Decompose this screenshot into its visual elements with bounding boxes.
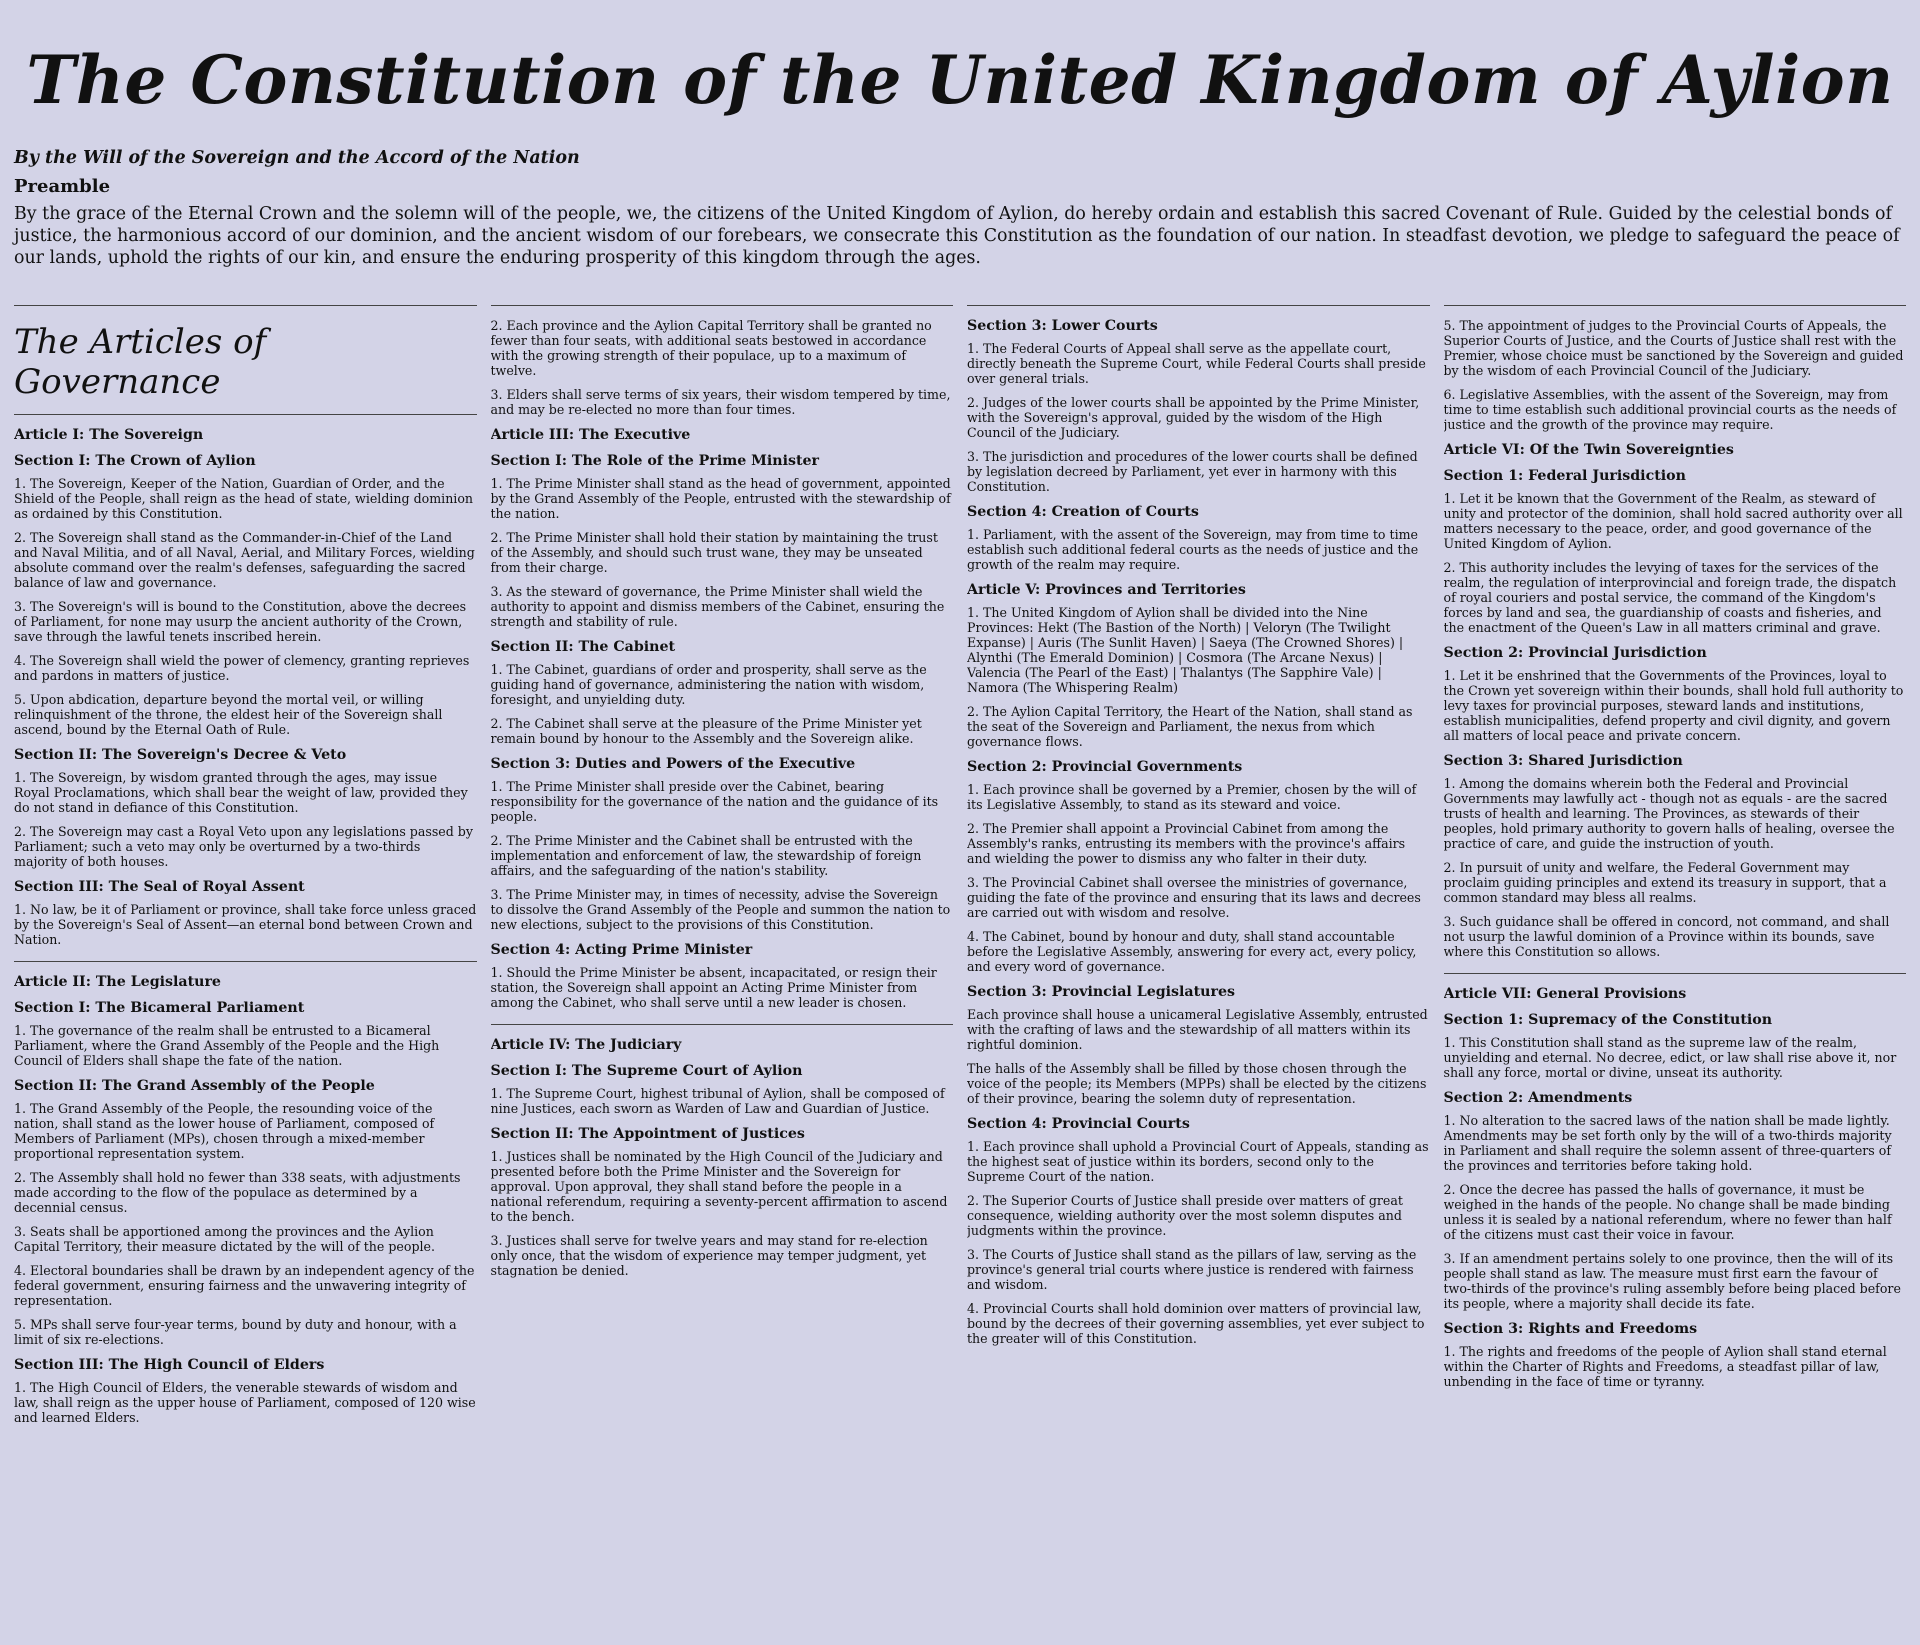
clause: 5. MPs shall serve four-year terms, bound by duty and honour, with a limit of six re-elections. [14,1317,457,1347]
clause: 2. The Aylion Capital Territory, the Heart of the Nation, shall stand as the seat of the Sovereign and Parliament, the nexus from which governance flows. [967,704,1413,749]
clause: 2. The Cabinet shall serve at the pleasure of the Prime Minister yet remain bound by honour to the Assembly and the Sovereign alike. [490,716,922,746]
clause: 2. The Superior Courts of Justice shall preside over matters of great consequence, wielding authority over the most solemn disputes and judgments within the province. [967,1193,1403,1238]
clause: 6. Legislative Assemblies, with the assent of the Sovereign, may from time to time establish such additional provincial courts as the needs of justice and the growth of the province may require. [1443,387,1897,432]
preamble-text: By the grace of the Eternal Crown and the solemn will of the people, we, the citizens of the United Kingdom of Aylion, do hereby ordain and establish this sacred Covenant of Rule. Guided by the celestial bonds of justice, the harmonious accord of our dominion, and the ancient wisdom of our forebears, we consecrate this Constitution as the foundation of our nation. In steadfast devotion, we pledge to safeguard the peace of our lands, uphold the rights of our kin, and ensure the enduring prosperity of this kingdom through the ages. [14,204,1900,268]
section-heading: Section I: The Crown of Aylion [14,453,256,469]
section-heading: Section I: The Role of the Prime Minister [490,453,820,469]
clause: 3. Elders shall serve terms of six years, their wisdom tempered by time, and may be re-elected no more than four times. [490,387,951,417]
section-heading: Section 3: Duties and Powers of the Executive [490,756,856,772]
clause: 2. Once the decree has passed the halls of governance, it must be weighed in the hands of the people. No change shall be made binding unless it is sealed by a national referendum, where no fewer than half of the citizens must cast their voice in favour. [1443,1182,1892,1242]
clause: 1. The United Kingdom of Aylion shall be divided into the Nine Provinces: Hekt (The Bastion of the North) | Veloryn (The Twilight Expanse) | Auris (The Sunlit Haven) | Saeya (The Crowned Shores) | Alynthi (The Emerald Dominion) | Cosmora (The Arcane Nexus) | Valencia (The Pearl of the East) | Thalantys (The Sapphire Vale) | Namora (The Whispering Realm) [967,605,1404,695]
document-title: The Constitution of the United Kingdom of Aylion [26,41,1894,119]
divider [491,1024,954,1025]
clause: 2. In pursuit of unity and welfare, the Federal Government may proclaim guiding principles and extend its treasury in support, that a common standard may bless all realms. [1443,860,1887,905]
divider [967,305,1430,306]
clause: 1. Each province shall be governed by a Premier, chosen by the will of its Legislative Assembly, to stand as its steward and voice. [967,782,1417,812]
divider [1444,305,1907,306]
clause: 1. No alteration to the sacred laws of the nation shall be made lightly. Amendments may be set forth only by the will of a two-thirds majority in Parliament and shall require the solemn assent of three-quarters of the provinces and territories before taking hold. [1443,1113,1892,1173]
section-heading: Section 1: Federal Jurisdiction [1443,468,1686,484]
section-heading: Section 3: Shared Jurisdiction [1443,753,1683,769]
clause: 1. The governance of the realm shall be entrusted to a Bicameral Parliament, where the Grand Assembly of the People and the High Council of Elders shall shape the fate of the nation. [14,1023,440,1068]
section-heading: Section I: The Bicameral Parliament [14,1000,305,1016]
article-heading: Article II: The Legislature [14,974,221,990]
section-heading: Section 4: Provincial Courts [967,1116,1190,1132]
clause: 3. Such guidance shall be offered in concord, not command, and shall not usurp the lawful dominion of a Province within its bounds, save where this Constitution so allows. [1443,914,1890,959]
clause: 1. The Supreme Court, highest tribunal of Aylion, shall be composed of nine Justices, each sworn as Warden of Law and Guardian of Justice. [490,1086,945,1116]
clause: 2. The Prime Minister shall hold their station by maintaining the trust of the Assembly, and should such trust wane, they may be unseated from their charge. [490,530,938,575]
clause: 3. The Sovereign's will is bound to the Constitution, above the decrees of Parliament, for none may usurp the ancient authority of the Crown, save through the lawful tenets inscribed herein. [14,599,467,644]
divider [491,305,954,306]
divider [14,305,477,306]
clause: 1. Let it be known that the Government of the Realm, as steward of unity and protector of the dominion, shall hold sacred authority over all matters necessary to the peace, order, and good governance of the United Kingdom of Aylion. [1443,491,1903,551]
clause: 4. The Cabinet, bound by honour and duty, shall stand accountable before the Legislative Assembly, answering for every act, every policy, and every word of governance. [967,929,1417,974]
clause: 5. The appointment of judges to the Provincial Courts of Appeals, the Superior Courts of Justice, and the Courts of Justice shall rest with the Premier, whose choice must be sanctioned by the Sovereign and guided by the wisdom of each Provincial Council of the Judiciary. [1443,318,1904,378]
clause: 1. The Cabinet, guardians of order and prosperity, shall serve as the guiding hand of governance, administering the nation with wisdom, foresight, and unyielding duty. [490,662,927,707]
column-1 [14,305,477,1645]
clause: 1. The Sovereign, Keeper of the Nation, Guardian of Order, and the Shield of the People, shall reign as the head of state, wielding dominion as ordained by this Constitution. [14,476,474,521]
section-heading: Section I: The Supreme Court of Aylion [490,1063,803,1079]
clause: 3. The jurisdiction and procedures of the lower courts shall be defined by legislation decreed by Parliament, yet ever in harmony with this Constitution. [967,449,1418,494]
clause: 3. The Provincial Cabinet shall oversee the ministries of governance, guiding the fate of the province and ensuring that its laws and decrees are carried out with wisdom and resolve. [967,875,1421,920]
clause: 1. The Prime Minister shall preside over the Cabinet, bearing responsibility for the governance of the nation and the guidance of its people. [490,779,939,824]
section-heading: Section 2: Provincial Governments [967,759,1243,775]
clause: 4. Provincial Courts shall hold dominion over matters of provincial law, bound by the decrees of their governing assemblies, yet ever subject to the greater will of this Constitution. [967,1301,1425,1346]
clause: 3. If an amendment pertains solely to one province, then the will of its people shall stand as law. The measure must first earn the favour of two-thirds of the province's ruling assembly before being placed before its people, where a majority shall decide its fate. [1443,1251,1901,1311]
section-heading: Section II: The Cabinet [490,639,676,655]
clause: Each province shall house a unicameral Legislative Assembly, entrusted with the crafting of laws and the stewardship of all matters within its rightful dominion. [967,1007,1428,1052]
clause: 2. The Assembly shall hold no fewer than 338 seats, with adjustments made according to the flow of the populace as determined by a decennial census. [14,1170,461,1215]
section-heading: Section 4: Creation of Courts [967,504,1199,520]
clause: 1. The rights and freedoms of the people of Aylion shall stand eternal within the Charter of Rights and Freedoms, a steadfast pillar of law, unbending in the face of time or tyranny. [1443,1344,1887,1389]
clause: 1. Parliament, with the assent of the Sovereign, may from time to time establish such additional federal courts as the needs of justice and the growth of the realm may require. [967,527,1419,572]
divider [1444,973,1907,974]
clause: 2. The Sovereign may cast a Royal Veto upon any legislations passed by Parliament; such a veto may only be overturned by a two-thirds majority of both houses. [14,824,473,869]
clause: 3. The Prime Minister may, in times of necessity, advise the Sovereign to dissolve the Grand Assembly of the People and summon the nation to new elections, subject to the provisions of this Constitution. [490,887,951,932]
section-heading: Section 2: Provincial Jurisdiction [1443,645,1707,661]
clause: 1. The Federal Courts of Appeal shall serve as the appellate court, directly beneath the Supreme Court, while Federal Courts shall preside over general trials. [967,341,1426,386]
clause: 3. As the steward of governance, the Prime Minister shall wield the authority to appoint and dismiss members of the Cabinet, ensuring the strength and stability of rule. [490,584,945,629]
clause: 1. Justices shall be nominated by the High Council of the Judiciary and presented before both the Prime Minister and the Sovereign for approval. Upon approval, they shall stand before the people in a national referendum, requiring a seventy-percent affirmation to ascend to the bench. [490,1149,948,1224]
clause: 2. The Prime Minister and the Cabinet shall be entrusted with the implementation and enforcement of law, the stewardship of foreign affairs, and the safeguarding of the nation's stability. [490,833,922,878]
article-heading: Article I: The Sovereign [14,427,204,443]
section-heading: Section III: The Seal of Royal Assent [14,879,305,895]
section-heading: Section II: The Sovereign's Decree & Veto [14,747,347,763]
section-heading: Section 1: Supremacy of the Constitution [1443,1012,1773,1028]
clause: 1. This Constitution shall stand as the supreme law of the realm, unyielding and eternal. No decree, edict, or law shall rise above it, nor shall any force, mortal or divine, unseat its authority. [1443,1035,1897,1080]
clause: 1. The Grand Assembly of the People, the resounding voice of the nation, shall stand as the lower house of Parliament, composed of Members of Parliament (MPs), chosen through a mixed-member proportional representation system. [14,1101,435,1161]
clause: 2. The Premier shall appoint a Provincial Cabinet from among the Assembly's ranks, entrusting its members with the province's affairs and wielding the power to dismiss any who falter in their duty. [967,821,1406,866]
article-heading: Article VI: Of the Twin Sovereignties [1443,442,1734,458]
clause: 1. No law, be it of Parliament or province, shall take force unless graced by the Sovereign's Seal of Assent—an eternal bond between Crown and Nation. [14,902,477,947]
clause: 2. Each province and the Aylion Capital Territory shall be granted no fewer than four seats, with additional seats bestowed in accordance with the growing strength of their populace, up to a maximum of twelve. [490,318,932,378]
section-heading: Section 4: Acting Prime Minister [490,942,753,958]
clause: 1. Let it be enshrined that the Governments of the Provinces, loyal to the Crown yet sovereign within their bounds, shall hold full authority to levy taxes for provincial purposes, steward lands and institutions, establish municipalities, defend property and civil dignity, and govern all matters of local peace and private concern. [1443,668,1904,743]
clause: 4. Electoral boundaries shall be drawn by an independent agency of the federal government, ensuring fairness and the unwavering integrity of representation. [14,1263,475,1308]
clause: 3. The Courts of Justice shall stand as the pillars of law, serving as the province's general trial courts where justice is rendered with fairness and wisdom. [967,1247,1417,1292]
section-heading: Section III: The High Council of Elders [14,1357,325,1373]
section-heading: Section 2: Amendments [1443,1090,1633,1106]
column-3 [967,305,1430,1645]
clause: 4. The Sovereign shall wield the power of clemency, granting reprieves and pardons in matters of justice. [14,653,470,683]
articles-columns [14,305,1906,1645]
article-heading: Article V: Provinces and Territories [967,582,1246,598]
article-heading: Article IV: The Judiciary [490,1037,682,1053]
section-heading: Section II: The Grand Assembly of the People [14,1078,375,1094]
preamble-heading: Preamble [14,176,111,197]
clause: 1. Each province shall uphold a Provincial Court of Appeals, standing as the highest seat of justice within its borders, second only to the Supreme Court of the nation. [967,1139,1429,1184]
divider [14,961,477,962]
clause: 5. Upon abdication, departure beyond the mortal veil, or willing relinquishment of the throne, the eldest heir of the Sovereign shall ascend, bound by the Eternal Oath of Rule. [14,692,443,737]
clause: 2. Judges of the lower courts shall be appointed by the Prime Minister, with the Sovereign's approval, guided by the wisdom of the High Council of the Judiciary. [967,395,1420,440]
section-heading: Section 3: Provincial Legislatures [967,984,1235,1000]
clause: 3. Justices shall serve for twelve years and may stand for re-election only once, that the wisdom of experience may temper judgment, yet stagnation be denied. [490,1233,928,1278]
column-4 [1444,305,1907,1645]
article-heading: Article VII: General Provisions [1443,986,1687,1002]
section-heading: Section II: The Appointment of Justices [490,1126,805,1142]
section-heading: Section 3: Rights and Freedoms [1443,1321,1698,1337]
column-2 [491,305,954,1645]
section-heading: Section 3: Lower Courts [967,318,1158,334]
clause: 1. The Sovereign, by wisdom granted through the ages, may issue Royal Proclamations, which shall bear the weight of law, provided they do not stand in defiance of this Constitution. [14,770,468,815]
clause: 1. Among the domains wherein both the Federal and Provincial Governments may lawfully act - though not as equals - are the sacred trusts of health and learning. The Provinces, as stewards of their peoples, hold primary authority to govern halls of healing, oversee the practice of care, and guide the instruction of youth. [1443,776,1895,851]
clause: The halls of the Assembly shall be filled by those chosen through the voice of the people; its Members (MPPs) shall be elected by the citizens of their province, bearing the solemn duty of representation. [967,1061,1427,1106]
clause: 3. Seats shall be apportioned among the provinces and the Aylion Capital Territory, their measure dictated by the will of the people. [14,1224,435,1254]
articles-title: The Articles of Governance [14,322,267,402]
clause: 1. The Prime Minister shall stand as the head of government, appointed by the Grand Assembly of the People, entrusted with the stewardship of the nation. [490,476,951,521]
clause: 1. The High Council of Elders, the venerable stewards of wisdom and law, shall reign as the upper house of Parliament, composed of 120 wise and learned Elders. [14,1380,476,1425]
clause: 2. The Sovereign shall stand as the Commander-in-Chief of the Land and Naval Militia, and of all Naval, Aerial, and Military Forces, wielding absolute command over the realm's defenses, safeguarding the sacred balance of law and governance. [14,530,475,590]
divider [14,414,477,415]
subtitle: By the Will of the Sovereign and the Accord of the Nation [14,148,580,168]
clause: 1. Should the Prime Minister be absent, incapacitated, or resign their station, the Sovereign shall appoint an Acting Prime Minister from among the Cabinet, who shall serve until a new leader is chosen. [490,965,937,1010]
article-heading: Article III: The Executive [490,427,691,443]
clause: 2. This authority includes the levying of taxes for the services of the realm, the regulation of interprovincial and foreign trade, the dispatch of royal couriers and postal service, the command of the Kingdom's forces by land and sea, the guardianship of coasts and fisheries, and the enactment of the Queen's Law in all matters criminal and grave. [1443,560,1897,635]
